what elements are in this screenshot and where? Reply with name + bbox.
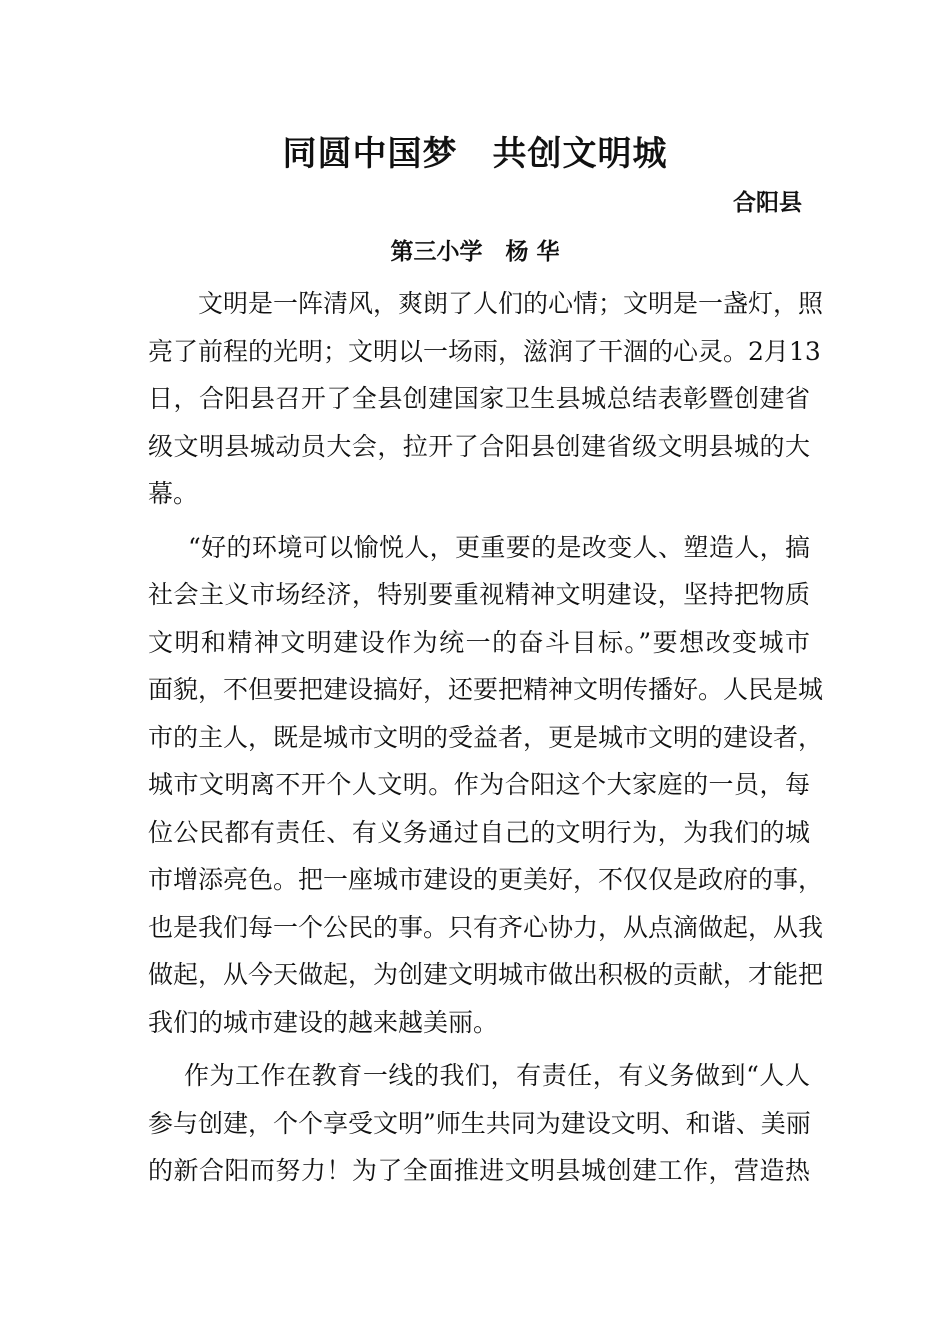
- paragraph-1-line: 文明是一阵清风，爽朗了人们的心情；文明是一盏灯，照: [198, 289, 824, 318]
- paragraph-2-line: 城市文明离不开个人文明。作为合阳这个大家庭的一员，每: [148, 770, 810, 799]
- paragraph-2-line: 文明和精神文明建设作为统一的奋斗目标。”要想改变城市: [148, 627, 810, 657]
- body-text: [148, 280, 824, 1195]
- paragraph-2-line: 位公民都有责任、有义务通过自己的文明行为，为我们的城: [148, 817, 810, 847]
- paragraph-2-line: “好的环境可以愉悦人，更重要的是改变人、塑造人，搞: [188, 532, 810, 562]
- paragraph-1-line: 亮了前程的光明；文明以一场雨，滋润了干涸的心灵。2月13: [148, 336, 821, 366]
- paragraph-3-line: 的新合阳而努力！为了全面推进文明县城创建工作，营造热: [148, 1156, 810, 1185]
- author-byline: 第三小学 杨 华: [390, 239, 560, 265]
- paragraph-2-line: 社会主义市场经济，特别要重视精神文明建设，坚持把物质: [148, 580, 810, 609]
- paragraph-2-line: 我们的城市建设的越来越美丽。: [148, 1007, 499, 1037]
- county-name: 合阳县: [733, 190, 802, 216]
- paragraph-1-line: 级文明县城动员大会，拉开了合阳县创建省级文明县城的大: [148, 431, 810, 461]
- paragraph-3-line: 作为工作在教育一线的我们，有责任，有义务做到“人人: [184, 1061, 810, 1090]
- paragraph-2-line: 也是我们每一个公民的事。只有齐心协力，从点滴做起，从我: [148, 912, 824, 942]
- paragraph-2-line: 市增添亮色。把一座城市建设的更美好，不仅仅是政府的事，: [148, 865, 824, 894]
- paragraph-1-line: 幕。: [148, 479, 199, 508]
- paragraph-3-line: 参与创建，个个享受文明”师生共同为建设文明、和谐、美丽: [148, 1108, 811, 1138]
- paragraph-2-line: 市的主人，既是城市文明的受益者，更是城市文明的建设者，: [148, 722, 824, 752]
- paragraph-2-line: 面貌，不但要把建设搞好，还要把精神文明传播好。人民是城: [148, 675, 824, 704]
- paragraph-1-line: 日，合阳县召开了全县创建国家卫生县城总结表彰暨创建省: [148, 384, 810, 413]
- paragraph-2-line: 做起，从今天做起，为创建文明城市做出积极的贡献，才能把: [148, 960, 824, 989]
- document-title: 同圆中国梦 共创文明城: [282, 134, 668, 174]
